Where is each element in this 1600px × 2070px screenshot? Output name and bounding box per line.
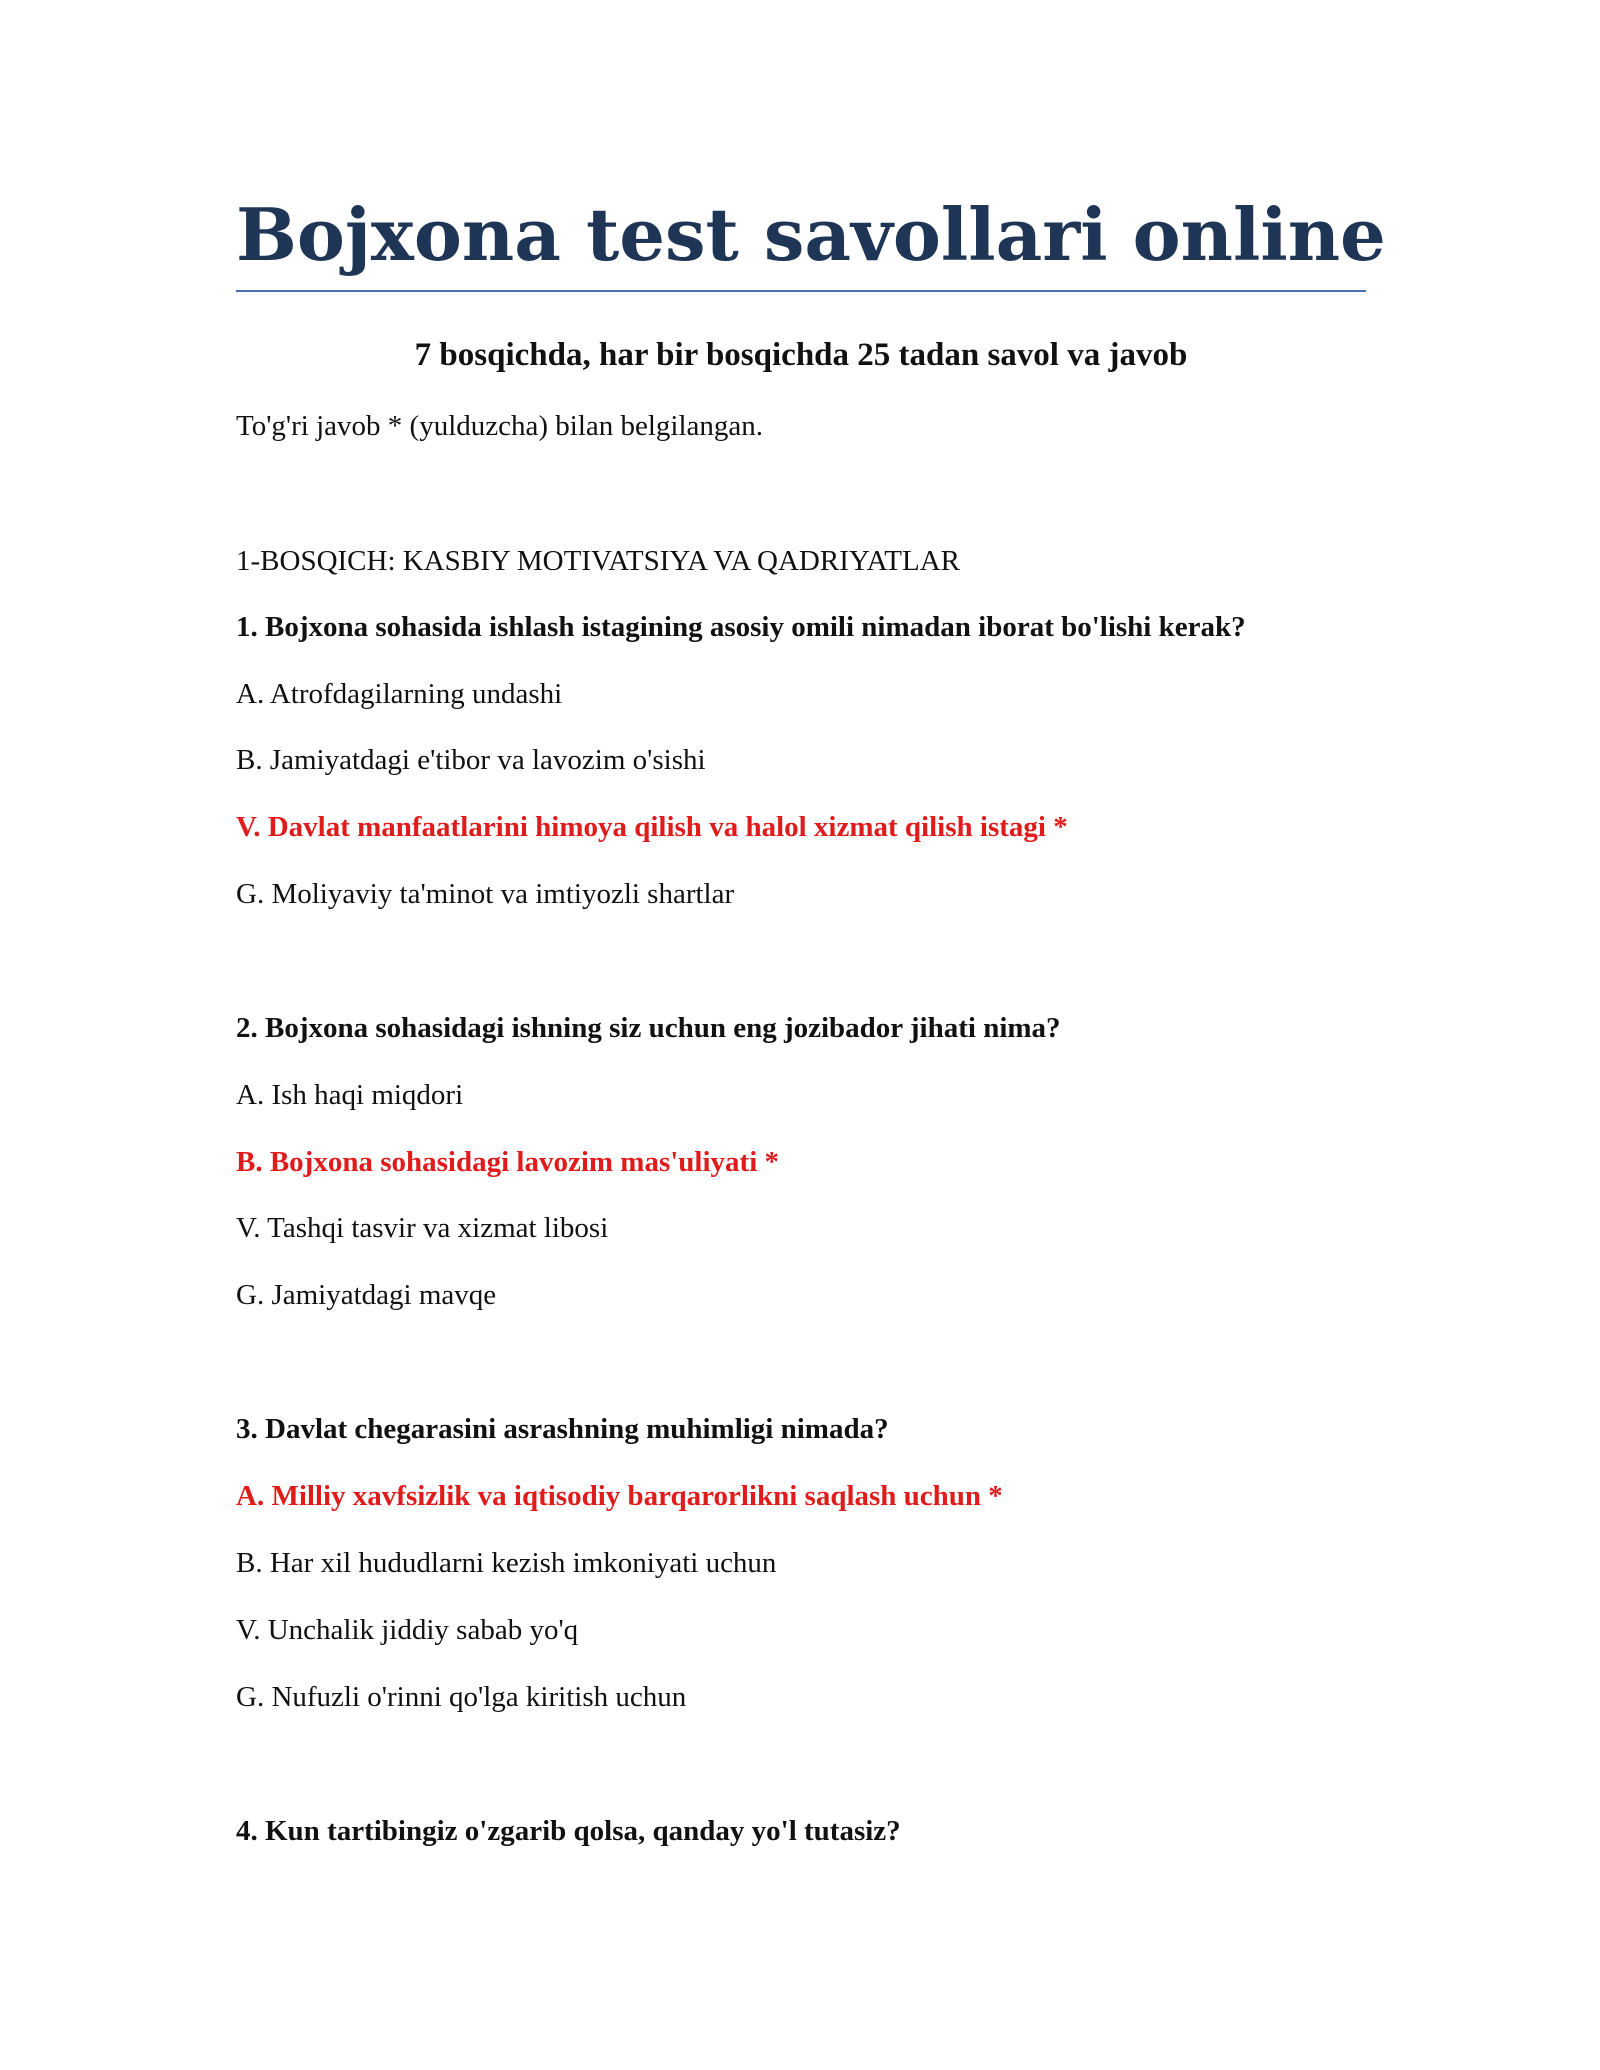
answer-option: A. Atrofdagilarning undashi — [236, 678, 563, 710]
page-subtitle: 7 bosqichda, har bir bosqichda 25 tadan savol va javob — [414, 337, 1188, 373]
question-text: 2. Bojxona sohasidagi ishning siz uchun eng jozibador jihati nima? — [236, 1012, 1061, 1044]
section-heading: 1-BOSQICH: KASBIY MOTIVATSIYA VA QADRIYATLAR — [236, 545, 961, 577]
correct-answer-option: V. Davlat manfaatlarini himoya qilish va halol xizmat qilish istagi * — [236, 811, 1068, 843]
answer-option: V. Unchalik jiddiy sabab yo'q — [236, 1614, 579, 1646]
answer-option: B. Jamiyatdagi e'tibor va lavozim o'sishi — [236, 744, 706, 776]
correct-answer-option: B. Bojxona sohasidagi lavozim mas'uliyati * — [236, 1146, 780, 1178]
correct-answer-option: A. Milliy xavfsizlik va iqtisodiy barqarorlikni saqlash uchun * — [236, 1480, 1003, 1512]
answer-option: V. Tashqi tasvir va xizmat libosi — [236, 1212, 609, 1244]
answer-option: B. Har xil hududlarni kezish imkoniyati uchun — [236, 1547, 777, 1579]
answer-option: A. Ish haqi miqdori — [236, 1079, 464, 1111]
title-divider — [236, 290, 1366, 292]
answer-option: G. Nufuzli o'rinni qo'lga kiritish uchun — [236, 1681, 687, 1713]
question-text: 4. Kun tartibingiz o'zgarib qolsa, qanday yo'l tutasiz? — [236, 1815, 901, 1847]
answer-option: G. Moliyaviy ta'minot va imtiyozli shartlar — [236, 878, 735, 910]
question-text: 3. Davlat chegarasini asrashning muhimligi nimada? — [236, 1413, 889, 1445]
answer-option: G. Jamiyatdagi mavqe — [236, 1279, 497, 1311]
intro-note: To'g'ri javob * (yulduzcha) bilan belgilangan. — [236, 410, 764, 442]
question-text: 1. Bojxona sohasida ishlash istagining asosiy omili nimadan iborat bo'lishi kerak? — [236, 611, 1246, 643]
page-title: Bojxona test savollari online — [236, 192, 1386, 277]
